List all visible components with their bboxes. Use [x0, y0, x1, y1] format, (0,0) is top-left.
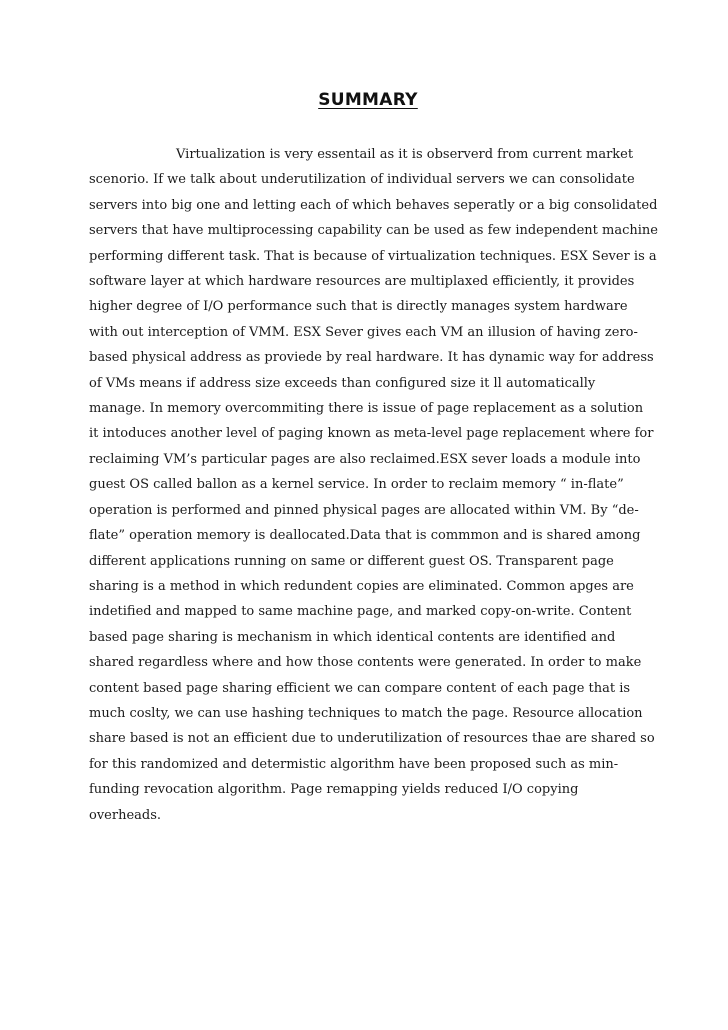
paragraph-line: reclaiming VM’s particular pages are also reclaimed.ESX sever loads a module into — [89, 451, 641, 467]
paragraph-line: servers that have multiprocessing capability can be used as few independent machine — [89, 223, 658, 239]
paragraph-line: based page sharing is mechanism in which identical contents are identified and — [89, 629, 616, 645]
paragraph-line: different applications running on same or different guest OS. Transparent page — [89, 553, 614, 569]
paragraph-line: overheads. — [89, 807, 162, 823]
paragraph-line: software layer at which hardware resources are multiplaxed efficiently, it provides — [89, 274, 635, 290]
paragraph-line: much coslty, we can use hashing techniques to match the page. Resource allocation — [89, 705, 643, 721]
paragraph-line: of VMs means if address size exceeds than configured size it ll automatically — [89, 375, 596, 391]
page-title — [0, 90, 728, 110]
paragraph-line: guest OS called ballon as a kernel service. In order to reclaim memory “ in-flate” — [89, 477, 624, 493]
paragraph-line: manage. In memory overcommiting there is issue of page replacement as a solution — [89, 401, 644, 417]
paragraph-line: it intoduces another level of paging known as meta-level page replacement where for — [89, 426, 654, 442]
summary-paragraph — [89, 142, 658, 828]
page-title-text: SUMMARY — [318, 90, 418, 110]
paragraph-line: with out interception of VMM. ESX Sever gives each VM an illusion of having zero- — [89, 324, 638, 340]
paragraph-line: servers into big one and letting each of which behaves seperatly or a big consolidated — [89, 197, 658, 213]
paragraph-line: funding revocation algorithm. Page remapping yields reduced I/O copying — [89, 782, 579, 798]
paragraph-line: operation is performed and pinned physical pages are allocated within VM. By “de- — [89, 502, 639, 518]
paragraph-line: higher degree of I/O performance such that is directly manages system hardware — [89, 299, 628, 315]
paragraph-line: based physical address as proviede by real hardware. It has dynamic way for address — [89, 350, 654, 366]
paragraph-line: Virtualization is very essentail as it is observerd from current market — [176, 147, 634, 162]
paragraph-line: indetified and mapped to same machine page, and marked copy-on-write. Content — [89, 604, 632, 620]
paragraph-line: share based is not an efficient due to underutilization of resources thae are shared so — [89, 731, 655, 747]
paragraph-line: scenorio. If we talk about underutilization of individual servers we can consolidate — [89, 172, 635, 188]
paragraph-line: sharing is a method in which redundent copies are eliminated. Common apges are — [89, 578, 634, 594]
paragraph-line: performing different task. That is because of virtualization techniques. ESX Sever is a — [89, 248, 657, 264]
paragraph-line: for this randomized and determistic algorithm have been proposed such as min- — [89, 756, 619, 772]
paragraph-line: content based page sharing efficient we can compare content of each page that is — [89, 680, 631, 696]
paragraph-line: flate” operation memory is deallocated.Data that is commmon and is shared among — [89, 528, 641, 544]
paragraph-line: shared regardless where and how those contents were generated. In order to make — [89, 655, 642, 671]
